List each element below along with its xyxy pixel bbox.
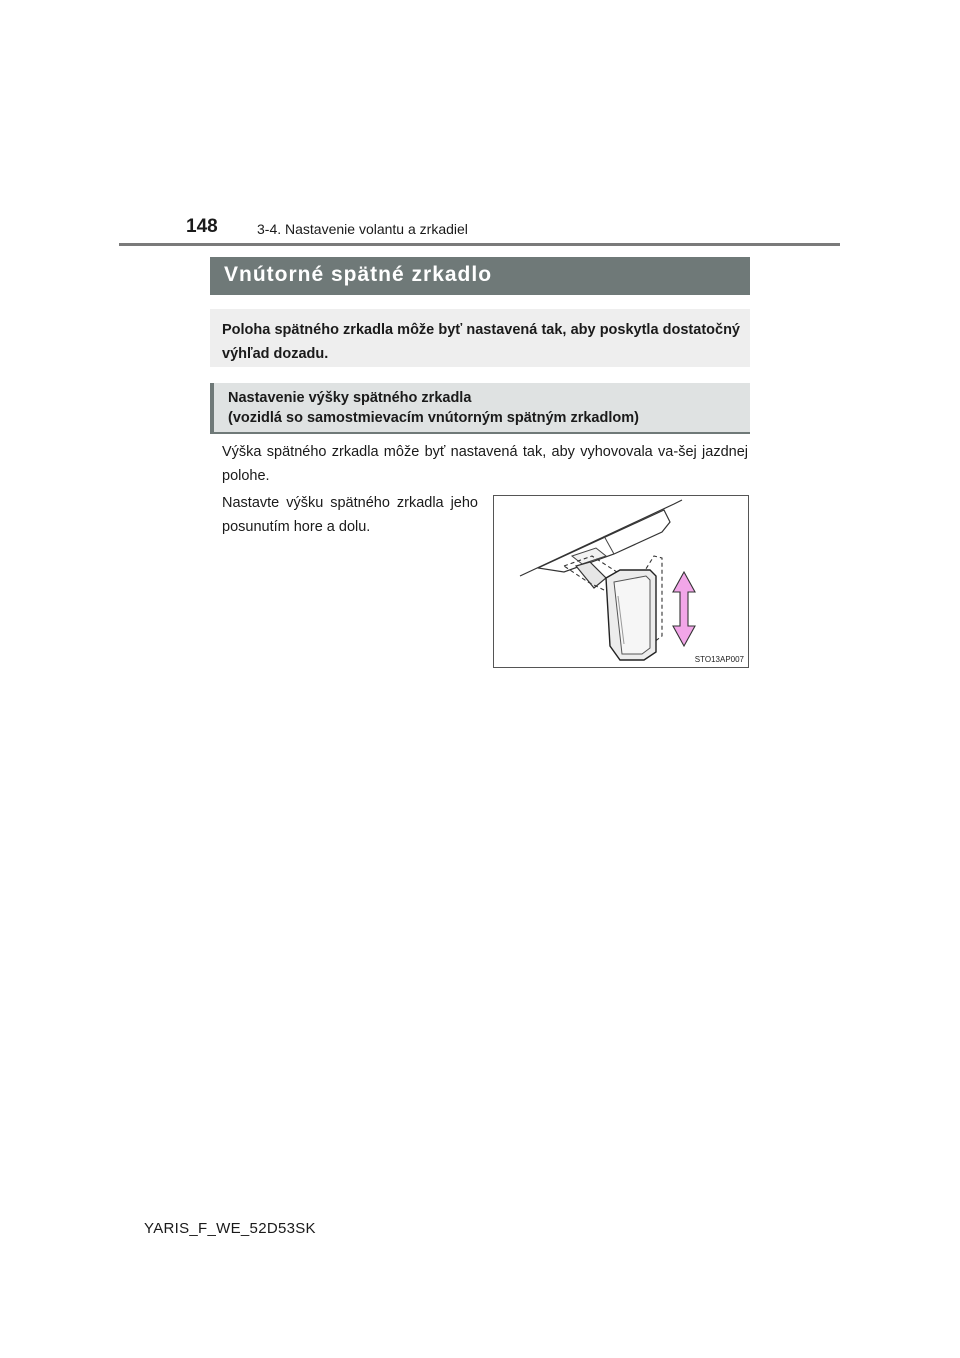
header-divider <box>119 243 840 246</box>
subsection-title-line2: (vozidlá so samostmievacím vnútorným spätným zrkadlom) <box>228 410 639 426</box>
intro-box <box>210 309 750 367</box>
subsection-heading <box>210 383 750 433</box>
subsection-divider <box>210 432 750 434</box>
section-title: Vnútorné spätné zrkadlo <box>210 257 750 295</box>
subsection-title-line1: Nastavenie výšky spätného zrkadla <box>228 390 472 406</box>
mirror-drawing <box>494 496 748 667</box>
intro-text: Poloha spätného zrkadla môže byť nastavená tak, aby poskytla dostatočný výhľad dozadu. <box>222 322 740 362</box>
figure-code: STO13AP007 <box>694 655 744 664</box>
model-code: YARIS_F_WE_52D53SK <box>144 1220 316 1237</box>
chapter-title: 3-4. Nastavenie volantu a zrkadiel <box>257 221 468 237</box>
page-number: 148 <box>186 216 218 237</box>
paragraph-height-adjust: Výška spätného zrkadla môže byť nastavená tak, aby vyhovovala va-šej jazdnej polohe. <box>222 444 748 484</box>
paragraph-slide-instruction: Nastavte výšku spätného zrkadla jeho posunutím hore a dolu. <box>222 495 478 535</box>
mirror-illustration <box>493 495 749 668</box>
up-down-arrow <box>673 572 695 646</box>
